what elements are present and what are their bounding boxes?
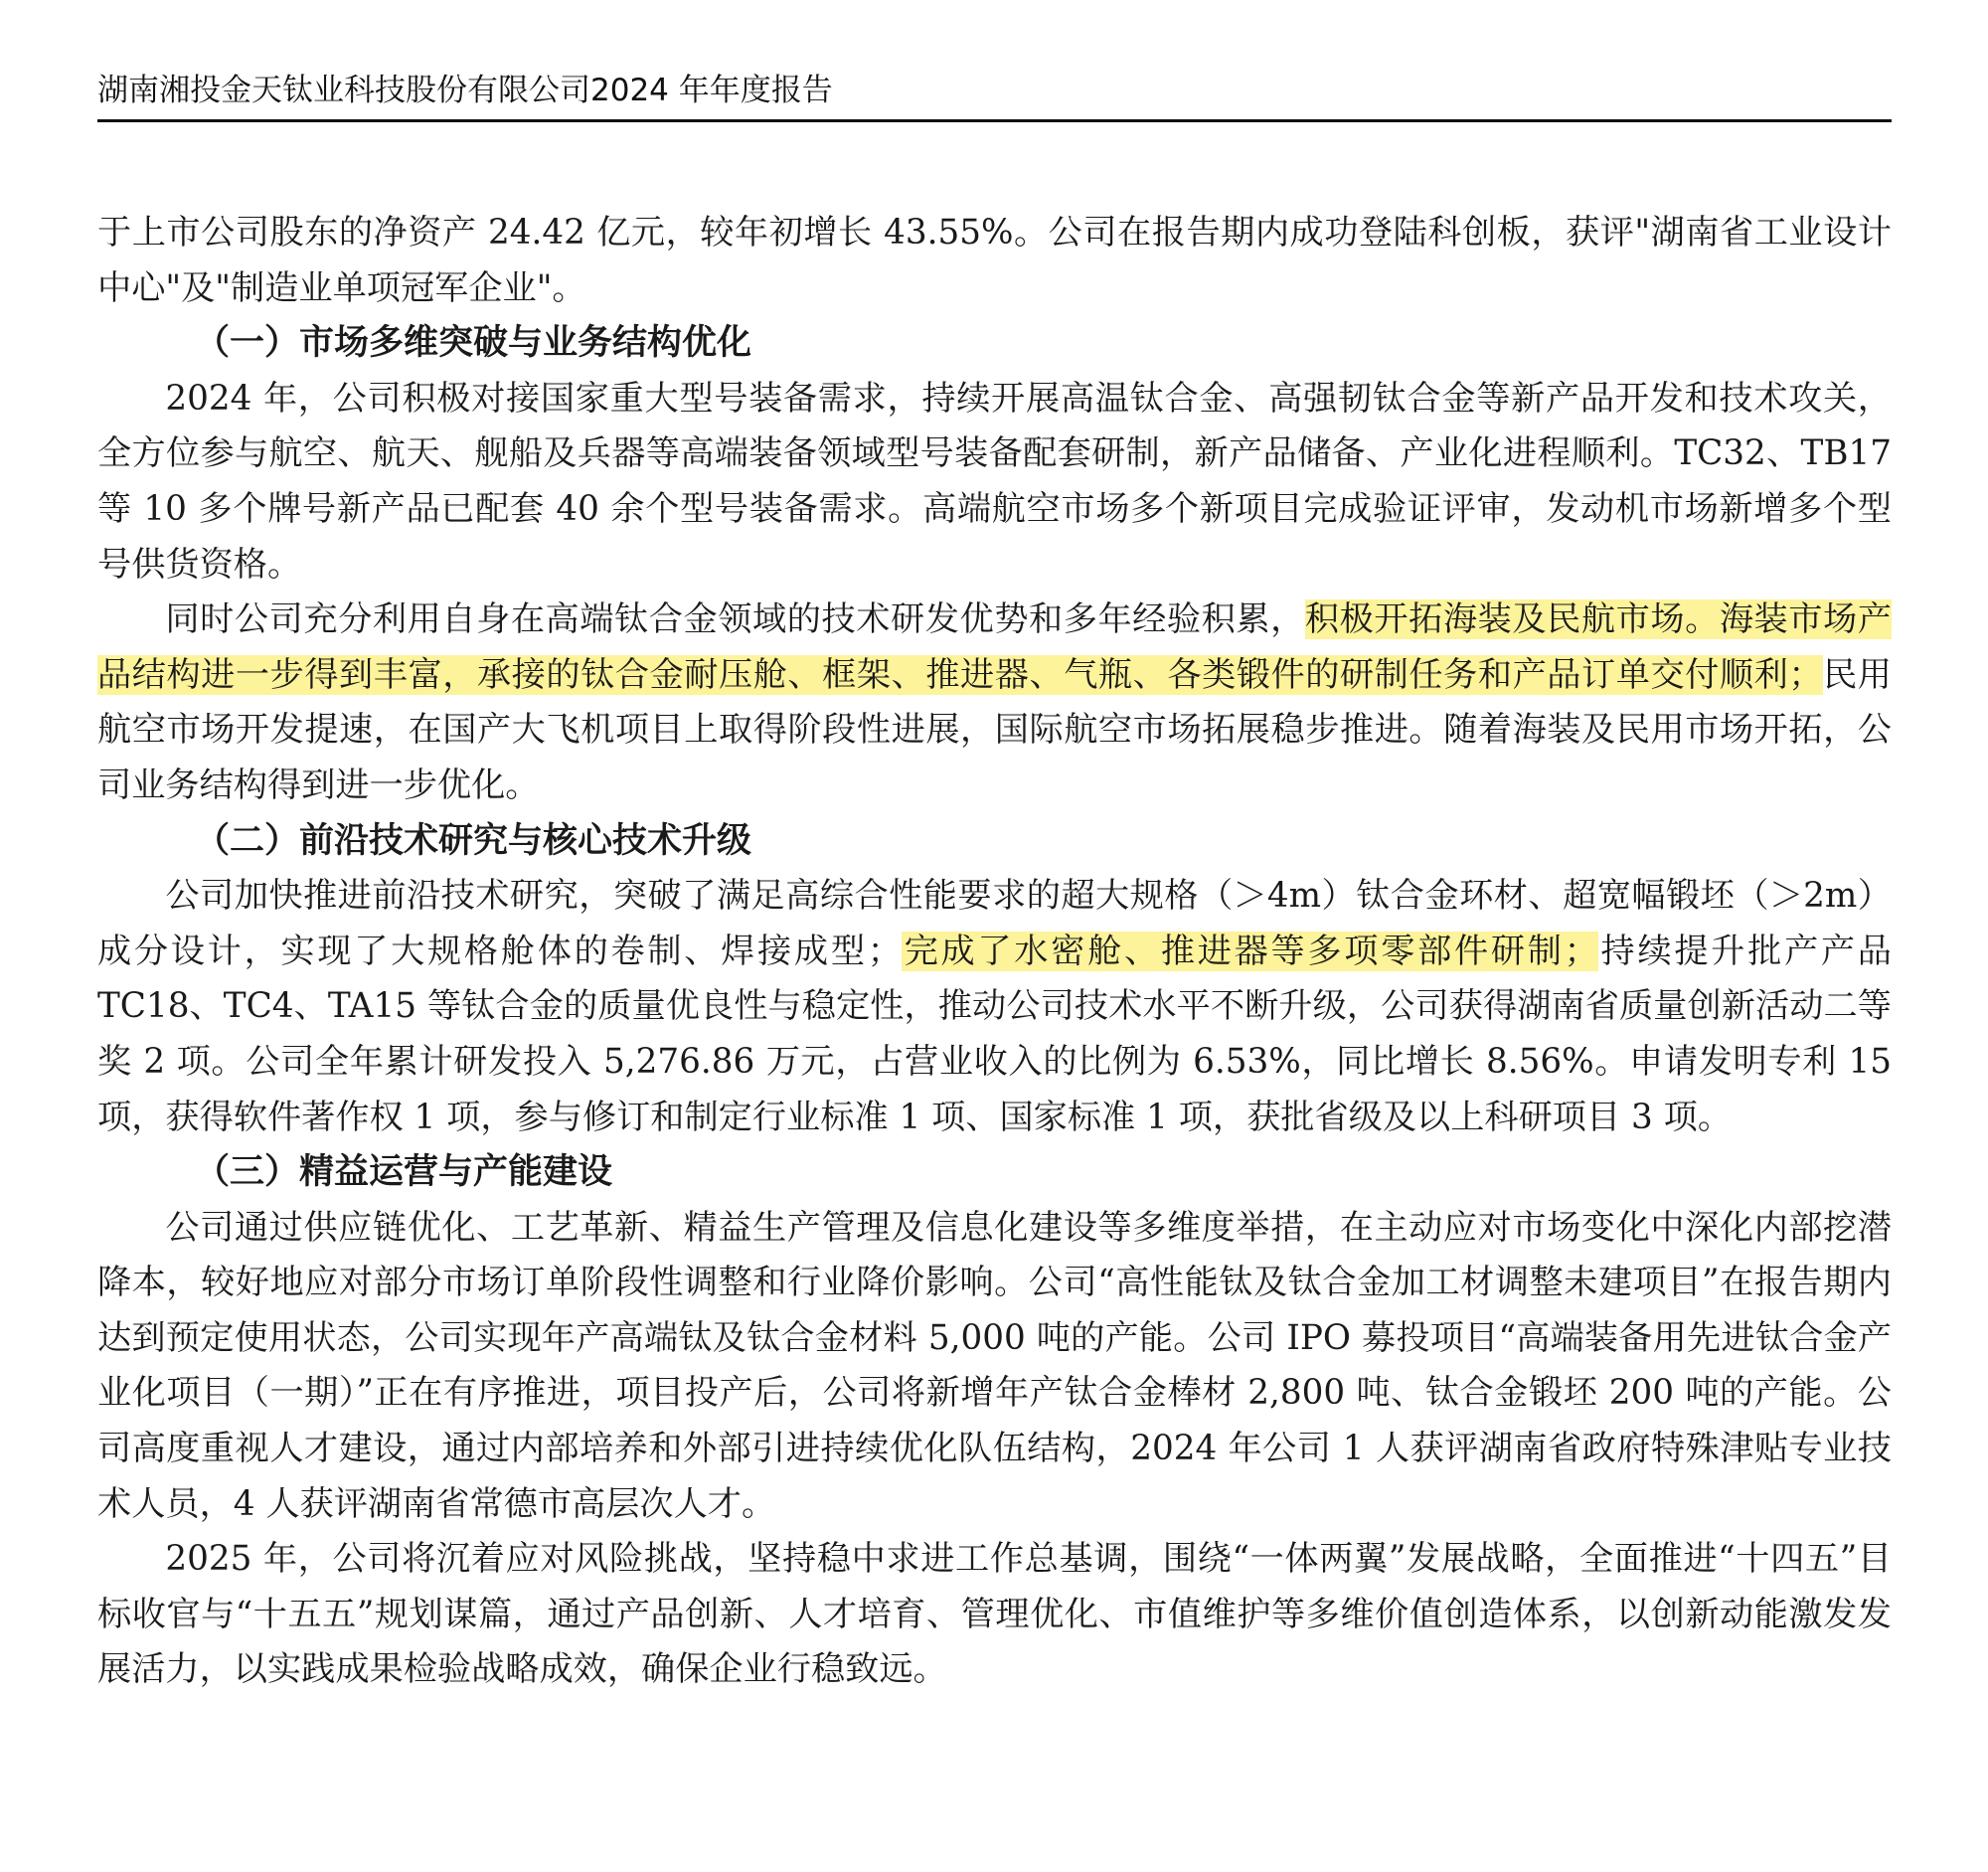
market-paragraph-2-text-a: 同时公司充分利用自身在高端钛合金领域的技术研发优势和多年经验积累， [165,599,1305,640]
section-heading-technology: （二）前沿技术研究与核心技术升级 [195,820,752,861]
highlighted-text-marine-civil-aviation: 积极开拓海装及民航市场。海装市场产品结构进一步得到丰富，承接的钛合金耐压舱、框架、推进器、气瓶、各类锻件的研制任务和产品订单交付顺利； [97,599,1892,695]
technology-paragraph-text-a: 公司加快推进前沿技术研究，突破了满足高综合性能要求的超大规格（＞4m）钛合金环材、超宽幅锻坯（＞2m）成分设计，实现了大规格舱体的卷制、焊接成型； [97,876,1892,971]
market-paragraph-2-text-b: 民用航空市场开发提速，在国产大飞机项目上取得阶段性进展，国际航空市场拓展稳步推进。随着海装及民用市场开拓，公司业务结构得到进一步优化。 [97,654,1892,805]
section-heading-operations: （三）精益运营与产能建设 [195,1152,613,1193]
operations-paragraph: 公司通过供应链优化、工艺革新、精益生产管理及信息化建设等多维度举措，在主动应对市场变化中深化内部挖潜降本，较好地应对部分市场订单阶段性调整和行业降价影响。公司“高性能钛及钛合金加工材调整未建项目”在报告期内达到预定使用状态，公司实现年产高端钛及钛合金材料 5,000 吨的产能。公司 IPO 募投项目“高端装备用先进钛合金产业化项目（一期）”正在有序推进，项目投产后，公司将新增年产钛合金棒材 2,800 吨、钛合金锻坯 200 吨的产能。公司高度重视人才建设，通过内部培养和外部引进持续优化队伍结构，2024 年公司 1 人获评湖南省政府特殊津贴专业技术人员，4 人获评湖南省常德市高层次人才。 [97,1207,1892,1524]
report-header-title: 湖南湘投金天钛业科技股份有限公司2024 年年度报告 [97,62,1892,122]
technology-paragraph [97,869,1892,1145]
market-paragraph-2 [97,593,1892,813]
market-paragraph-1: 2024 年，公司积极对接国家重大型号装备需求，持续开展高温钛合金、高强韧钛合金等新产品开发和技术攻关，全方位参与航空、航天、舰船及兵器等高端装备领域型号装备配套研制，新产品储备、产业化进程顺利。TC32、TB17 等 10 多个牌号新产品已配套 40 余个型号装备需求。高端航空市场多个新项目完成验证评审，发动机市场新增多个型号供货资格。 [97,378,1892,585]
intro-paragraph: 于上市公司股东的净资产 24.42 亿元，较年初增长 43.55%。公司在报告期内成功登陆科创板，获评"湖南省工业设计中心"及"制造业单项冠军企业"。 [97,213,1892,308]
report-body [97,206,1892,1698]
highlighted-text-watertight-cabin: 完成了水密舱、推进器等多项零部件研制； [901,931,1598,971]
technology-paragraph-text-b: 持续提升批产产品 TC18、TC4、TA15 等钛合金的质量优良性与稳定性，推动公司技术水平不断升级，公司获得湖南省质量创新活动二等奖 2 项。公司全年累计研发投入 5,276.86 万元，占营业收入的比例为 6.53%，同比增长 8.56%。申请发明专利 15 项，获得软件著作权 1 项，参与修订和制定行业标准 1 项、国家标准 1 项，获批省级及以上科研项目 3 项。 [97,931,1892,1137]
section-heading-market: （一）市场多维突破与业务结构优化 [195,323,752,364]
outlook-paragraph: 2025 年，公司将沉着应对风险挑战，坚持稳中求进工作总基调，围绕“一体两翼”发展战略，全面推进“十四五”目标收官与“十五五”规划谋篇，通过产品创新、人才培育、管理优化、市值维护等多维价值创造体系，以创新动能激发发展活力，以实践成果检验战略成效，确保企业行稳致远。 [97,1539,1892,1690]
